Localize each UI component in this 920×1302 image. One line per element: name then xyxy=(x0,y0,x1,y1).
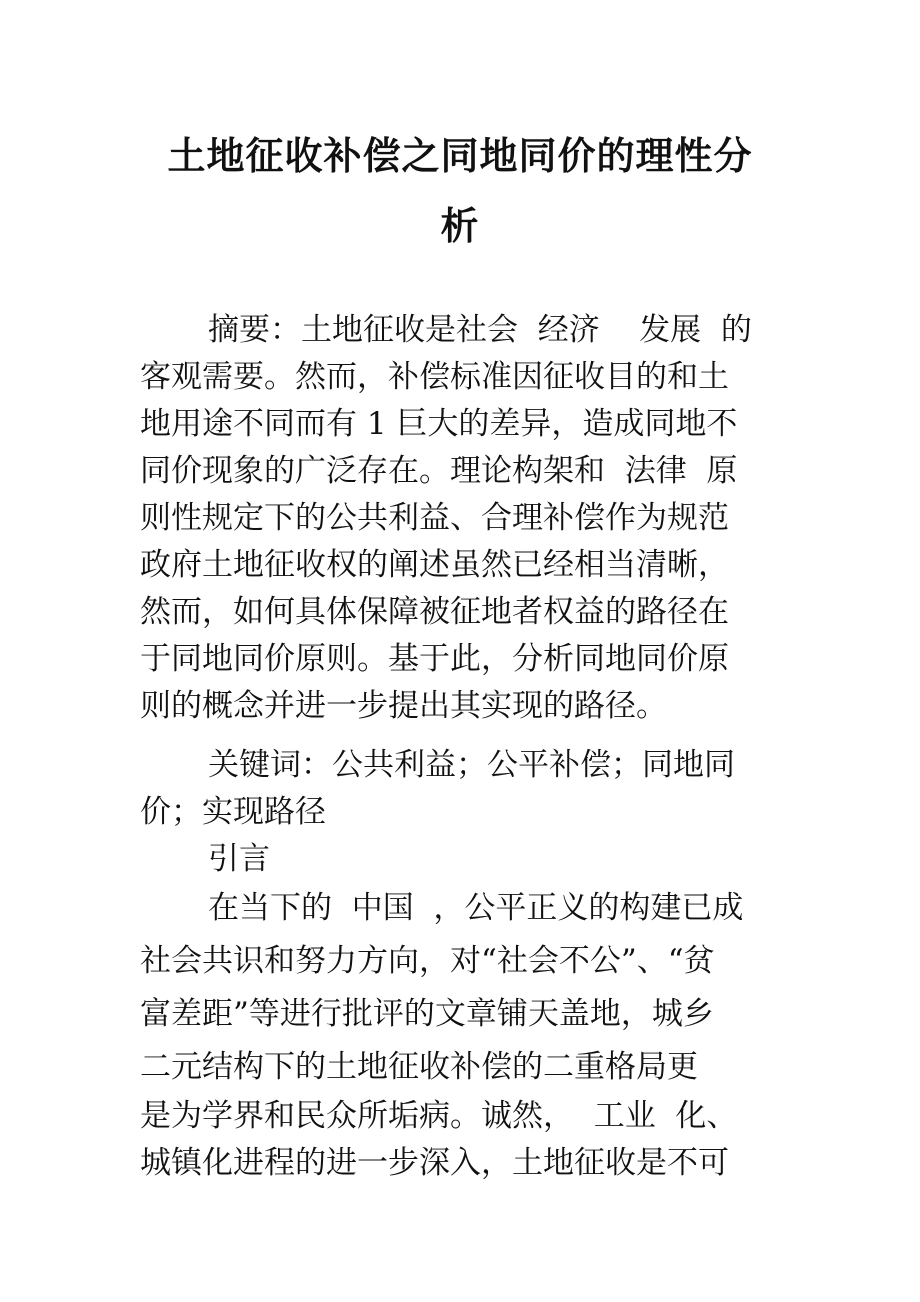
document-title-line-1: 土地征收补偿之同地同价的理性分 xyxy=(167,134,753,178)
intro-line: 城镇化进程的进一步深入，土地征收是不可 xyxy=(140,1145,729,1181)
abstract-line: 则的概念并进一步提出其实现的路径。 xyxy=(140,688,667,724)
abstract-line: 于同地同价原则。基于此，分析同地同价原 xyxy=(140,641,729,677)
intro-line: 二元结构下的土地征收补偿的二重格局更 xyxy=(140,1049,698,1085)
intro-line: 在当下的 中国 ，公平正义的构建已成 xyxy=(208,890,744,926)
intro-line: 社会共识和努力方向，对“社会不公”、“贫 xyxy=(140,943,715,979)
intro-line: 是为学界和民众所垢病。诚然， 工业 化、 xyxy=(140,1098,738,1134)
abstract-line: 政府土地征收权的阐述虽然已经相当清晰， xyxy=(140,547,729,583)
abstract-line: 地用途不同而有 1 巨大的差异，造成同地不 xyxy=(140,406,738,442)
abstract-line: 客观需要。然而，补偿标准因征收目的和土 xyxy=(140,359,729,395)
keywords-line: 关键词：公共利益；公平补偿；同地同 xyxy=(208,747,735,783)
abstract-line: 然而，如何具体保障被征地者权益的路径在 xyxy=(140,594,729,630)
intro-line: 富差距”等进行批评的文章铺天盖地，城乡 xyxy=(140,996,714,1032)
abstract-line: 摘要：土地征收是社会 经济 发展 的 xyxy=(208,312,752,348)
abstract-line: 同价现象的广泛存在。理论构架和 法律 原 xyxy=(140,453,738,489)
keywords-line: 价；实现路径 xyxy=(140,794,326,830)
abstract-line: 则性规定下的公共利益、合理补偿作为规范 xyxy=(140,500,729,536)
document-title-line-2: 析 xyxy=(440,204,480,248)
section-heading: 引言 xyxy=(208,841,270,877)
